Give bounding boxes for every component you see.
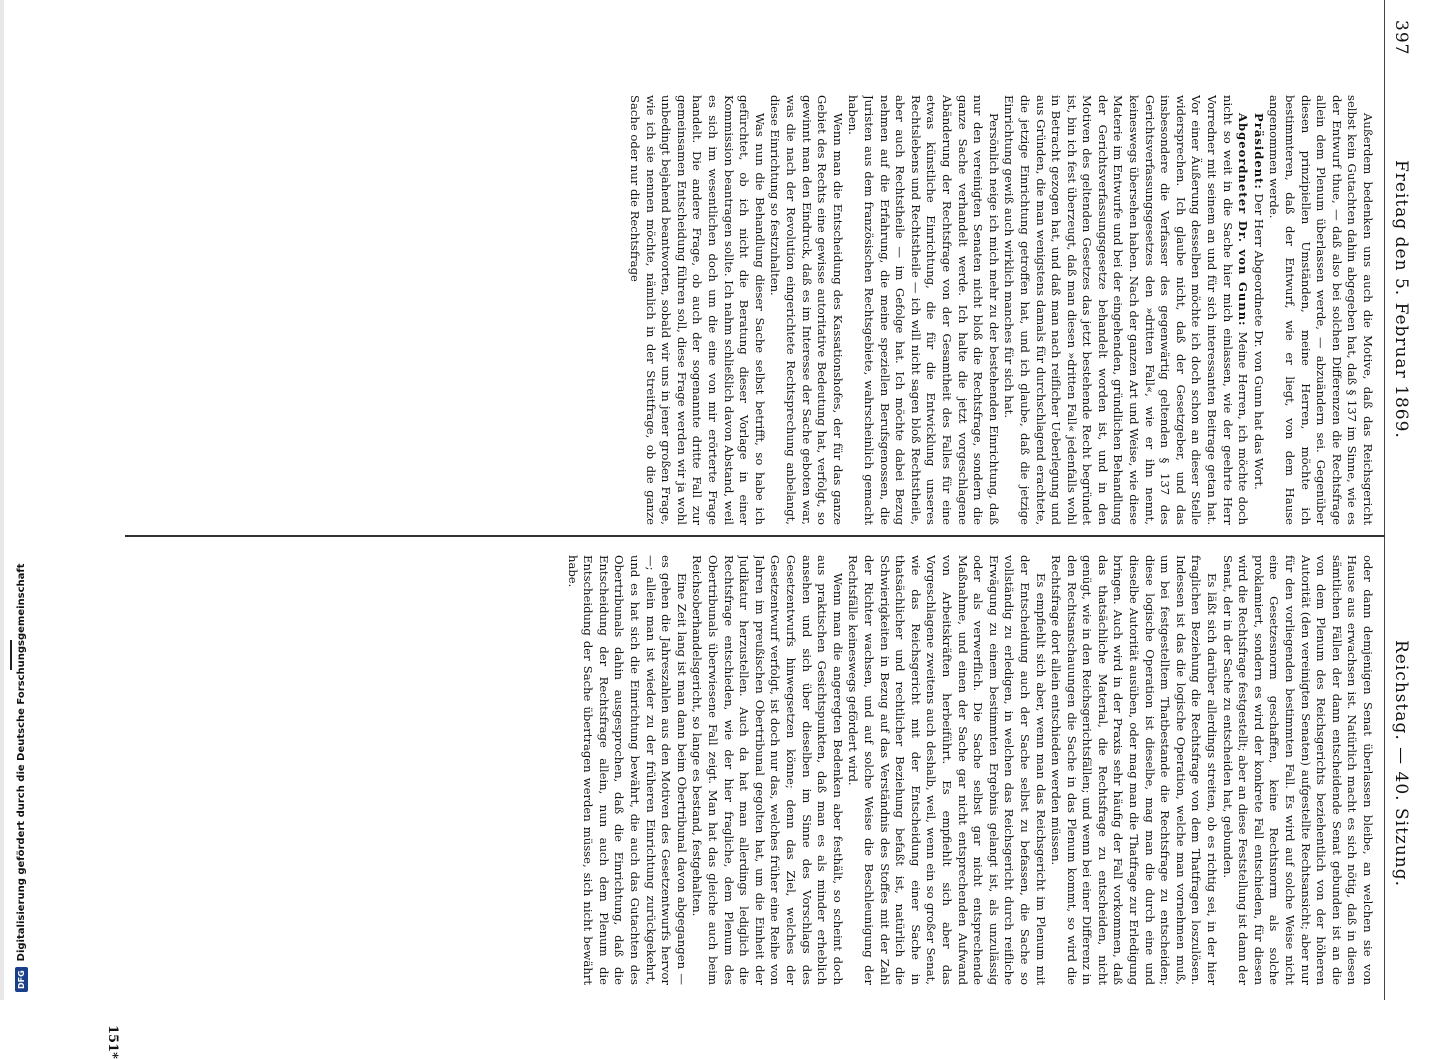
column-divider <box>125 535 1385 537</box>
paragraph: Wenn man die Entscheidung des Kassationshofes, der für das ganze Gebiet des Rechts eine gewisse autoritative Bedeutung hat, verfolgt, so gewinnt man den Eindruck, daß es im Interesse der Sache geboten war, was die nach der Revolution eingerichtete Rechtsprechung anbelangt, diese Einrichtung so festzuhalten. <box>768 95 845 525</box>
paragraph: Eine Zeit lang ist man dann beim Obertribunal davon abgegangen — es gehen die Jahreszahlen aus den Motiven des Gesetzentwurfs hervor —; allein man ist wieder zu der früheren Einrichtung zurückgekehrt, und es hat sich die Einrichtung bewährt, die auch das Gutachten des Obertribunals dahin ausgesprochen, daß die Einrichtung, daß die Entscheidung der Rechtsfrage allein, nun auch dem Plenum die Entscheidung der Sache übertragen werden müsse, sich nicht bewährt habe. <box>565 555 689 985</box>
header-rule <box>1384 0 1385 1000</box>
president-paragraph <box>1250 95 1266 525</box>
paragraph: oder dann demjenigen Senat überlassen bleibe, an welchen sie von Hause aus erwachsen ist. Natürlich macht es sich nötig, daß in diesen sämtlichen Fällen der dann entscheidende Senat gebunden ist an die von dem Plenum des Reichsgerichts beziehentlich von der höheren Autorität (den vereinigten Senaten) aufgestellte Rechtsansicht; aber nur für den vorliegenden bestimmten Fall. Es wird auf solche Weise nicht eine Gesetzesnorm geschaffen, keine Rechtsnorm als solche proklamiert, sondern es wird der konkrete Fall entschieden, für diesen wird die Rechtsfrage festgestellt; aber an diese Feststellung ist dann der Senat, der in der Sache zu entscheiden hat, gebunden. <box>1220 555 1375 985</box>
page-signature: 151* <box>105 1025 120 1059</box>
paragraph: Wenn man die angeregten Bedenken aber festhält, so scheint doch aus praktischen Gesichtspunkten, daß man es als minder erheblich ansehen und sich über dieselben im Sinne des Vorschlags des Gesetzentwurfs hinwegsetzen könne; denn das Ziel, welches der Gesetzentwurf verfolgt, ist doch nur das, welches früher eine Reihe von Jahren im preußischen Obertribunal gegolten hat, um die Einheit der Judikatur herzustellen. Auch da hat man allerdings lediglich die Rechtsfrage entschieden, wie der hier fragliche, dem Plenum des Obertribunals überwiesene Fall zeigt. Man hat das gleiche auch beim Reichsoberhandelsgericht, so lange es bestand, festgehalten. <box>690 555 845 985</box>
digitization-note: Digitalisierung gefördert durch die Deutsche Forschungsgemeinschaft <box>16 563 27 962</box>
paragraph: Persönlich neige ich mich mehr zu der bestehenden Einrichtung, daß nur den vereinigten Senaten nicht bloß die Rechtsfrage, sondern die ganze Sache verhandelt werde. Ich halte die jetzt vorgeschlagene Abänderung der Rechtsfrage von der Gesamtheit des Falles für eine etwas künstliche Einrichtung, die für die Entwicklung unseres Rechtslebens und Rechtstheile — ich will nicht sagen bloß Rechtstheile, aber auch Rechtstheile — im Gefolge hat. Ich möchte dabei Bezug nehmen auf die Erfahrung, die meine speziellen Berufsgenossen, die Juristen aus dem französischen Rechtsgebiete, wahrscheinlich gemacht haben. <box>846 95 1001 525</box>
paragraph: Außerdem bedenken uns auch die Motive, daß das Reichsgericht selbst kein Gutachten dahin abgegeben hat, daß § 137 im Sinne, wie es der Entwurf thue, — daß also bei solchen Differenzen die Rechtsfrage allein dem Plenum überlassen werde, — abzuändern sei. Gegenüber diesen prinzipiellen Umständen, meine Herren, möchte ich bestimmteren, daß der Entwurf, wie er liegt, von dem Hause angenommen werde. <box>1267 95 1375 525</box>
dfg-logo-badge: DFG <box>15 967 28 992</box>
paragraph: Es empfiehlt sich aber, wenn man das Reichsgericht im Plenum mit der Entscheidung auch der Sache selbst zu befassen, die Sache so vollständig zu erledigen, in welchen das Reichsgericht durch reifliche Erwägung zu einem bestimmten Ergebnis gelangt ist, als unzulässig oder als verwerflich. Die Sache selbst gar nicht entsprechende Maßnahme, und einen der Sache gar nicht entsprechenden Aufwand von Arbeitskräften herbeiführt. Es empfiehlt sich aber das Vorgeschlagene zweitens auch deshalb, weil, wenn ein so großer Senat, wie das Reichsgericht mit der Entscheidung einer Sache in thatsächlicher und rechtlicher Beziehung befaßt ist, natürlich die Schwierigkeiten in Bezug auf das Verständnis des Stoffes mit der Zahl der Richter wachsen, und auf solche Weise die Beschleunigung der Rechtsfälle keineswegs gefördert wird. <box>846 555 1048 985</box>
paragraph-text: Meine Herren, ich möchte doch nicht so weit in die Sache hier mich einlassen, wie der geehrte Herr Vorredner mit seinem an und für sich interessanten Beitrage getan hat. Vor einer Äußerung desselben möchte ich doch schon an dieser Stelle widersprechen. Ich glaube nicht, daß der Gesetzgeber, und das insbesondere die Verfasser des gegenwärtig geltenden § 137 des Gerichtsverfassungsgesetzes den »dritten Fall«, wie er ihn nennt, keineswegs übersehen haben. Nach der ganzen Art und Weise, wie diese Materie im Entwurfe und bei der eingehenden, gründlichen Behandlung der Gerichtsverfassungsgesetze behandelt worden ist, und in den Motiven des geltenden Gesetzes das jetzt bestehende Recht begründet ist, bin ich fest überzeugt, daß man diesen »dritten Fall« jedenfalls wohl in Betracht gezogen hat, und daß man nach reiflicher Ueberlegung und aus Gründen, die man wenigstens damals für durchschlagend erachtete, die jetzige Einrichtung getroffen hat, und ich glaube, daß die jetzige Einrichtung gewiß auch wirklich manches für sich hat. <box>1002 95 1251 525</box>
page-title: Reichstag. — 40. Sitzung. <box>1391 640 1411 888</box>
speech-paragraph <box>1001 95 1251 525</box>
speaker-label: Abgeordneter Dr. von Gunn: <box>1236 113 1251 327</box>
paragraph: Es läßt sich darüber allerdings streiten, ob es richtig sei, in der hier fraglichen Beziehung die Rechtsfrage von dem Thatfragen loszulösen. Indessen ist das die logische Operation, welche man vornehmen muß, um bei festgestelltem Thatbestande die Rechtsfrage zu entscheiden; diese logische Operation ist dieselbe, mag man die durch eine und dieselbe Autorität ausüben, oder mag man die Thatfrage zur Erledigung bringen. Auch wird in der Praxis sehr häufig der Fall vorkommen, daß das thatsächliche Material, die Rechtsfrage zu entscheiden, nicht genügt, wie in den Reichsgerichtsfällen; und wenn bei einer Differenz in den Rechtsanschauungen die Sache in das Plenum kommt, so wird die Rechtsfrage dort allein entschieden werden müssen. <box>1049 555 1220 985</box>
scanned-page <box>85 0 1425 1059</box>
paragraph-text: Der Herr Abgeordnete Dr. von Gunn hat das Wort. <box>1251 193 1266 490</box>
left-column <box>135 95 1375 525</box>
digitization-footer-text <box>15 563 28 1000</box>
page-header <box>1385 0 1415 1000</box>
page-date: Freitag den 5. Februar 1869. <box>1391 160 1411 439</box>
speaker-label: Präsident: <box>1251 113 1266 190</box>
digitization-footer <box>0 0 30 1000</box>
paragraph: Was nun die Behandlung dieser Sache selbst betrifft, so habe ich gefürchtet, ob ich nicht die Beratung dieser Vorlage in einer Kommission beantragen sollte. Ich nahm schließlich davon Abstand, weil es sich im wesentlichen doch um die eine von mir erörterte Frage handelt. Die andere Frage, ob auch der sogenannte dritte Fall zur gemeinsamen Entscheidung führen soll, diese Frage werden wir ja wohl unbedingt bejahend beantworten, sobald wir uns in jener großen Frage, wie ich sie nennen möchte, nämlich in der Streitfrage, ob die ganze Sache oder nur die Rechtsfrage <box>628 95 767 525</box>
right-column <box>135 555 1375 985</box>
page-number: 397 <box>1391 20 1411 56</box>
